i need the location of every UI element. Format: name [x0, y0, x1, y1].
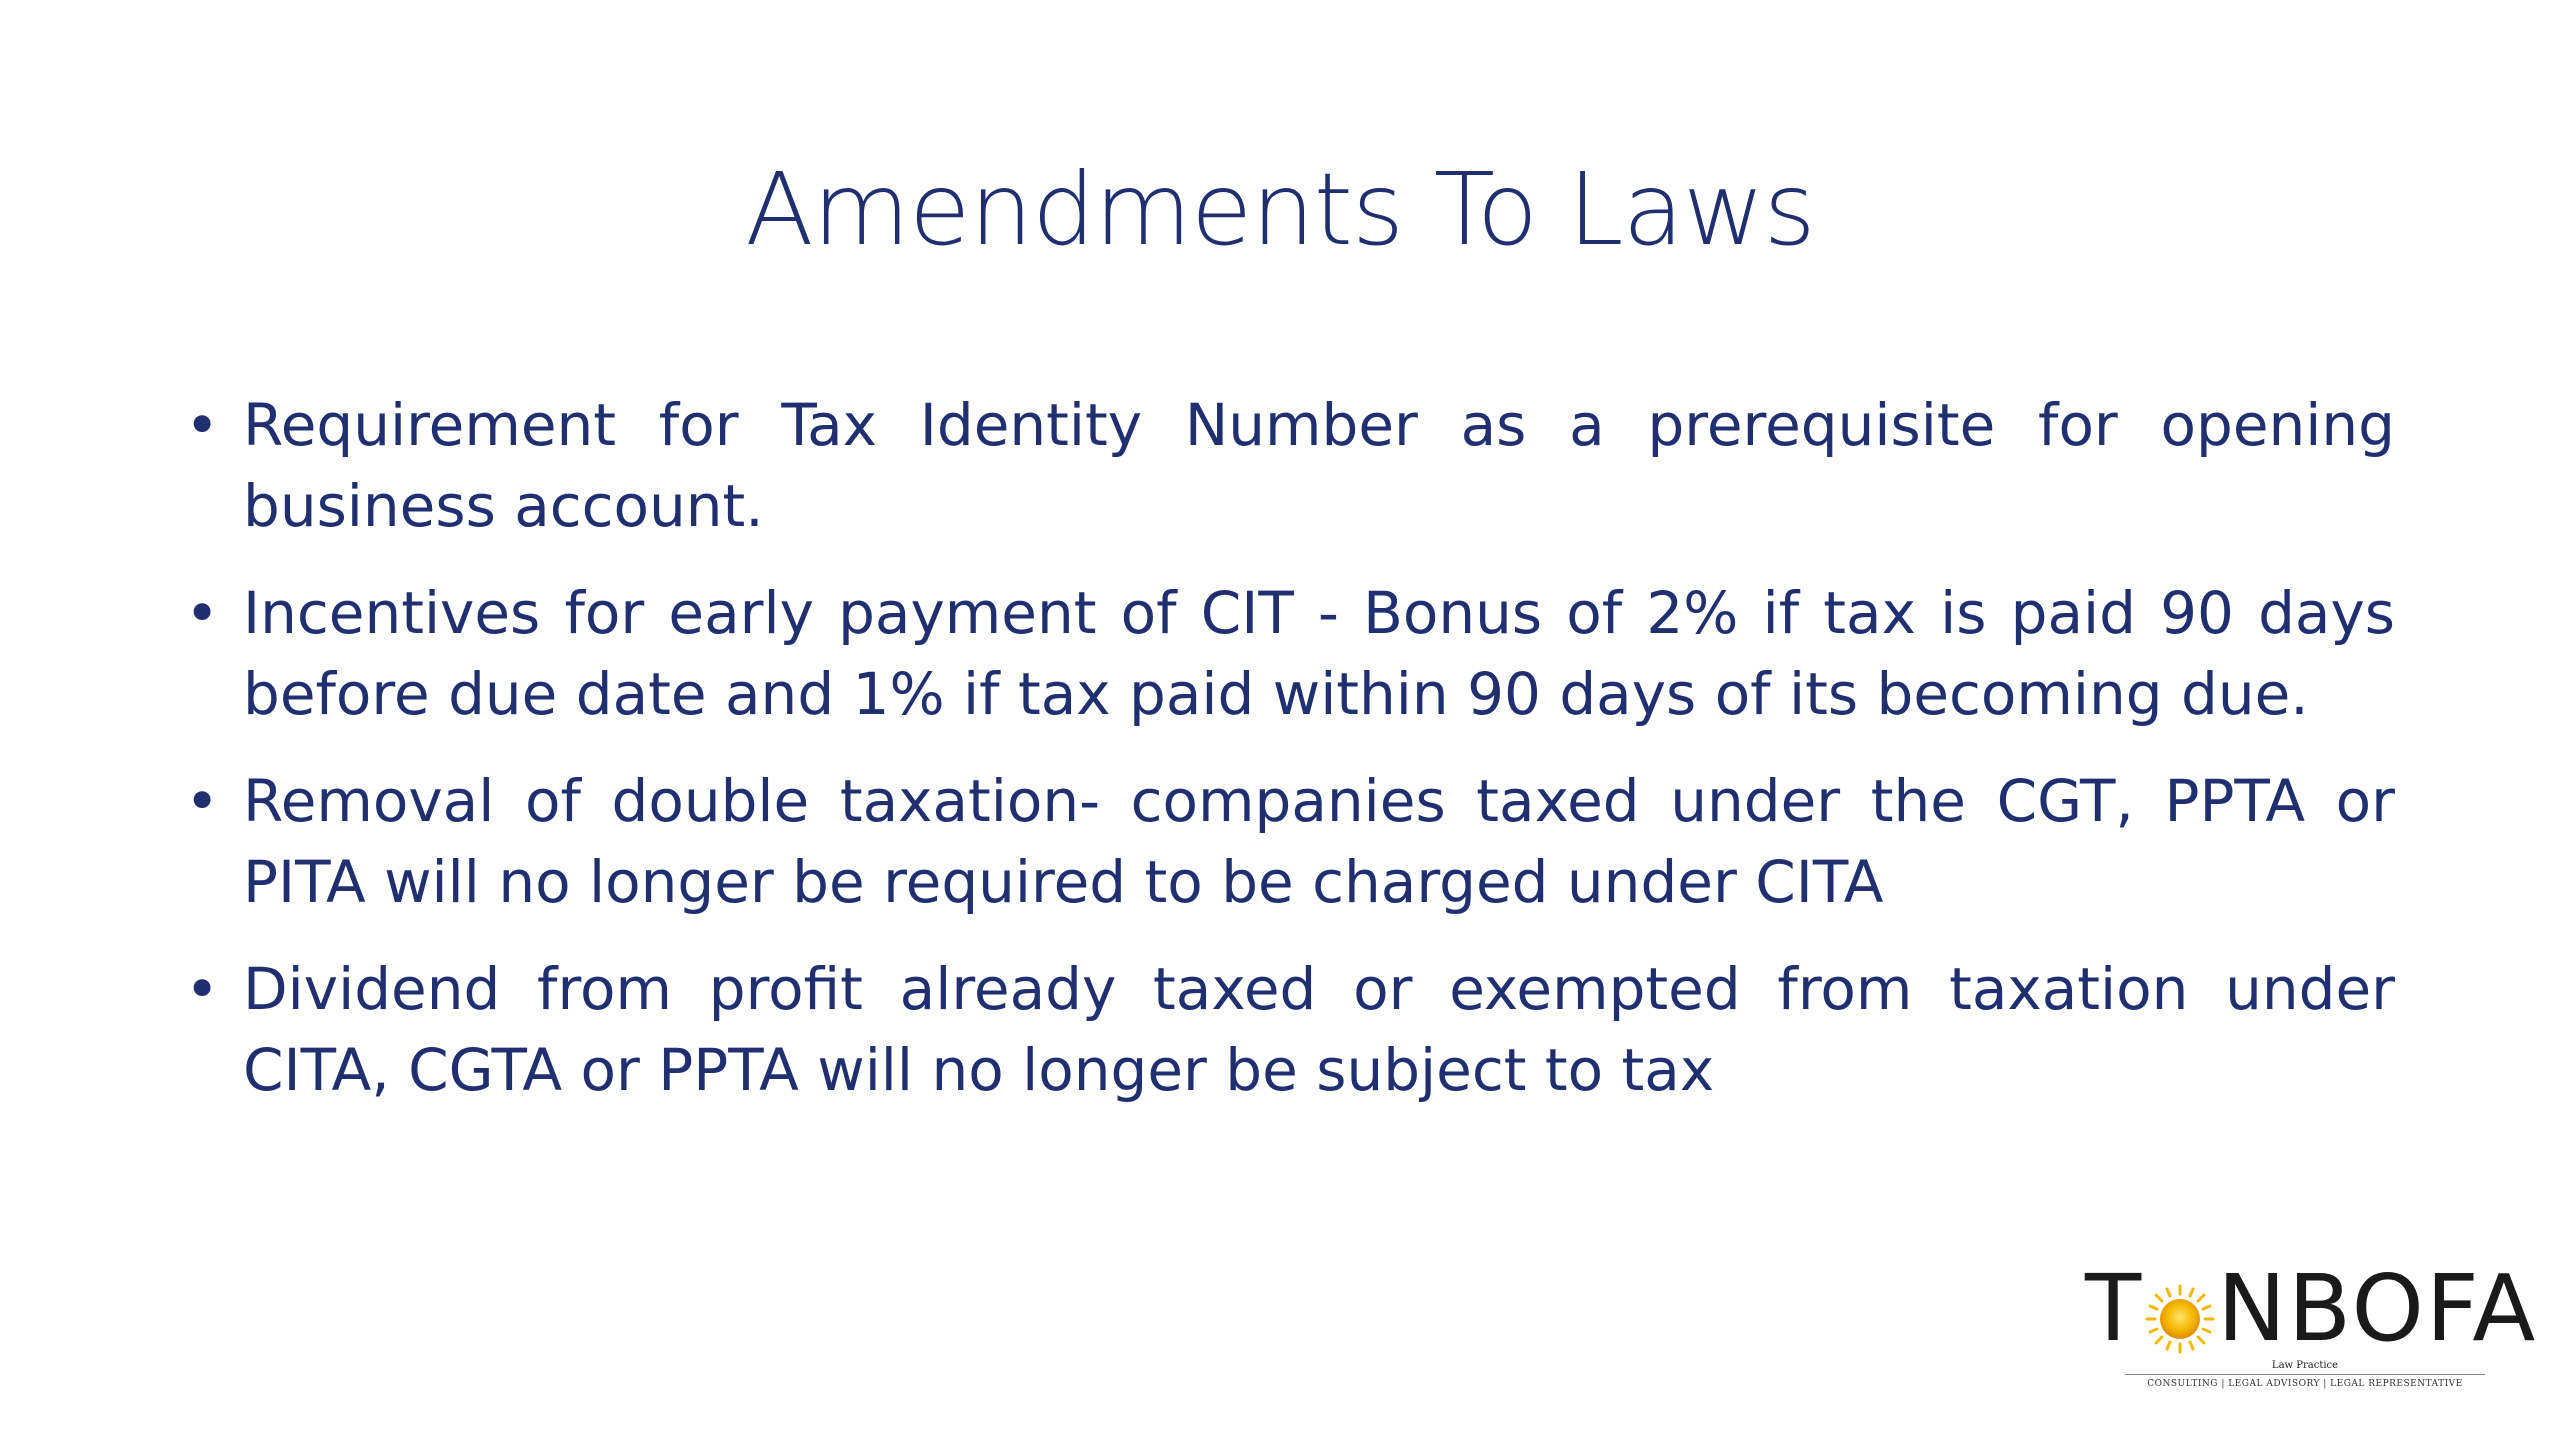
bullet-text: Removal of double taxation- companies taxed under the CGT, PPTA or PITA will no longer be required to be charged under CITA [243, 767, 2395, 916]
logo-letters-nbofa: NBOFA [2217, 1255, 2538, 1362]
bullet-list [185, 385, 2395, 1137]
logo-divider [2125, 1374, 2485, 1375]
slide-title: Amendments To Laws [745, 151, 1815, 268]
bullet-item [185, 949, 2395, 1111]
logo-letter-t: T [2085, 1255, 2144, 1362]
bullet-item [185, 573, 2395, 735]
logo-wordmark [2085, 1255, 2538, 1362]
bullet-marker: • [185, 579, 220, 647]
bullet-marker: • [185, 767, 220, 835]
logo-subtitle: Law Practice [2271, 1360, 2339, 1371]
bullet-text: Incentives for early payment of CIT - Bonus of 2% if tax is paid 90 days before due date and 1% if tax paid within 90 days of its becoming due. [243, 579, 2395, 728]
bullet-text: Dividend from profit already taxed or exempted from taxation under CITA, CGTA or PPTA will no longer be subject to tax [243, 955, 2395, 1104]
bullet-item [185, 761, 2395, 923]
bullet-marker: • [185, 391, 220, 459]
company-logo [2085, 1255, 2538, 1405]
bullet-text: Requirement for Tax Identity Number as a prerequisite for opening business account. [243, 391, 2395, 540]
sun-icon [2145, 1277, 2215, 1347]
bullet-item [185, 385, 2395, 547]
logo-tagline: CONSULTING | LEGAL ADVISORY | LEGAL REPRESENTATIVE [2147, 1379, 2463, 1389]
bullet-marker: • [185, 955, 220, 1023]
